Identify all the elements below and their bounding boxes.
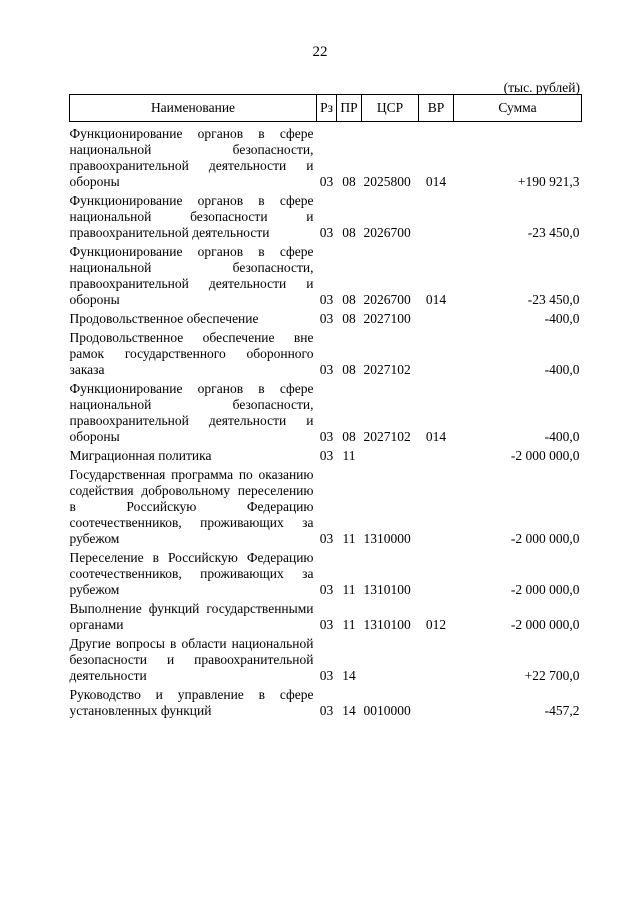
table-body [70,122,582,720]
cell-csr: 2027102 [363,429,411,444]
cell-pr: 14 [342,668,356,683]
cell-vr: 012 [425,617,447,632]
header-name: Наименование [70,95,317,122]
cell-sum: +190 921,3 [517,174,580,189]
table-row [70,445,582,464]
cell-name: Другие вопросы в области национальной безопасности и правоохранительной деятельности [69,636,314,683]
cell-name: Функционирование органов в сфере национальной безопасности, правоохранительной деятельности и обороны [69,244,314,307]
table-row [70,308,582,327]
cell-rz: 03 [319,311,334,326]
cell-csr [362,445,419,464]
header-csr: ЦСР [362,95,419,122]
header-pr: ПР [337,95,362,122]
cell-rz: 03 [319,582,334,597]
cell-sum: -400,0 [544,362,580,377]
cell-name: Продовольственное обеспечение вне рамок государственного оборонного заказа [69,330,314,377]
table-row [70,464,582,547]
table-row [70,547,582,598]
cell-name: Переселение в Российскую Федерацию соотечественников, проживающих за рубежом [69,550,314,597]
cell-vr: 014 [425,429,447,444]
cell-sum: -2 000 000,0 [510,617,580,632]
cell-name: Продовольственное обеспечение [69,311,259,326]
table-row [70,327,582,378]
cell-pr: 14 [342,703,356,718]
cell-vr: 014 [425,292,447,307]
cell-name: Государственная программа по оказанию содействия добровольному переселению в Российскую Федерацию соотечественников, проживающих за рубежом [69,467,314,546]
page-number: 22 [312,44,328,60]
cell-rz: 03 [319,617,334,632]
cell-pr: 11 [342,582,356,597]
cell-rz: 03 [319,531,334,546]
cell-vr: 014 [425,174,447,189]
cell-rz: 03 [319,429,334,444]
cell-name: Руководство и управление в сфере установленных функций [69,687,314,718]
cell-sum: -2 000 000,0 [510,582,580,597]
cell-pr: 08 [342,292,356,307]
units-note: (тыс. рублей) [503,80,580,95]
cell-vr [419,308,454,327]
cell-vr [419,190,454,241]
table-row [70,684,582,719]
cell-rz: 03 [319,174,334,189]
header-sum: Сумма [454,95,582,122]
cell-csr: 2026700 [363,225,411,240]
cell-pr: 08 [342,362,356,377]
cell-csr: 2025800 [363,174,411,189]
cell-vr [419,464,454,547]
header-vr: ВР [419,95,454,122]
cell-name: Функционирование органов в сфере национальной безопасности, правоохранительной деятельности и обороны [69,381,314,444]
table-header-row [70,95,582,122]
cell-csr: 2027102 [363,362,411,377]
header-rz: Рз [317,95,337,122]
table-row [70,241,582,308]
cell-pr: 08 [342,225,356,240]
budget-table [69,94,582,719]
cell-name: Миграционная политика [69,448,212,463]
cell-vr [419,547,454,598]
table-row [70,598,582,633]
cell-csr: 2027100 [363,311,411,326]
cell-csr: 1310000 [363,531,411,546]
cell-csr [362,633,419,684]
cell-pr: 11 [342,531,356,546]
cell-sum: -400,0 [544,429,580,444]
cell-sum: -457,2 [544,703,580,718]
table-row [70,633,582,684]
cell-vr [419,684,454,719]
cell-name: Выполнение функций государственными органами [69,601,314,632]
cell-pr: 08 [342,429,356,444]
cell-vr [419,633,454,684]
cell-pr: 08 [342,311,356,326]
cell-vr [419,445,454,464]
cell-sum: -400,0 [544,311,580,326]
cell-csr: 1310100 [363,582,411,597]
cell-rz: 03 [319,292,334,307]
cell-sum: -23 450,0 [527,292,580,307]
cell-csr: 1310100 [363,617,411,632]
cell-rz: 03 [319,225,334,240]
cell-csr: 2026700 [363,292,411,307]
cell-name: Функционирование органов в сфере национальной безопасности и правоохранительной деятельности [69,193,314,240]
cell-csr: 0010000 [363,703,411,718]
cell-pr: 08 [342,174,356,189]
table-row [70,378,582,445]
cell-rz: 03 [319,703,334,718]
cell-rz: 03 [319,362,334,377]
cell-vr [419,327,454,378]
cell-sum: -23 450,0 [527,225,580,240]
cell-rz: 03 [319,448,334,463]
cell-sum: -2 000 000,0 [510,448,580,463]
cell-rz: 03 [319,668,334,683]
cell-pr: 11 [342,448,356,463]
cell-sum: -2 000 000,0 [510,531,580,546]
cell-sum: +22 700,0 [524,668,580,683]
table-row [70,190,582,241]
cell-name: Функционирование органов в сфере национальной безопасности, правоохранительной деятельности и обороны [69,126,314,189]
cell-pr: 11 [342,617,356,632]
table-row [70,122,582,191]
